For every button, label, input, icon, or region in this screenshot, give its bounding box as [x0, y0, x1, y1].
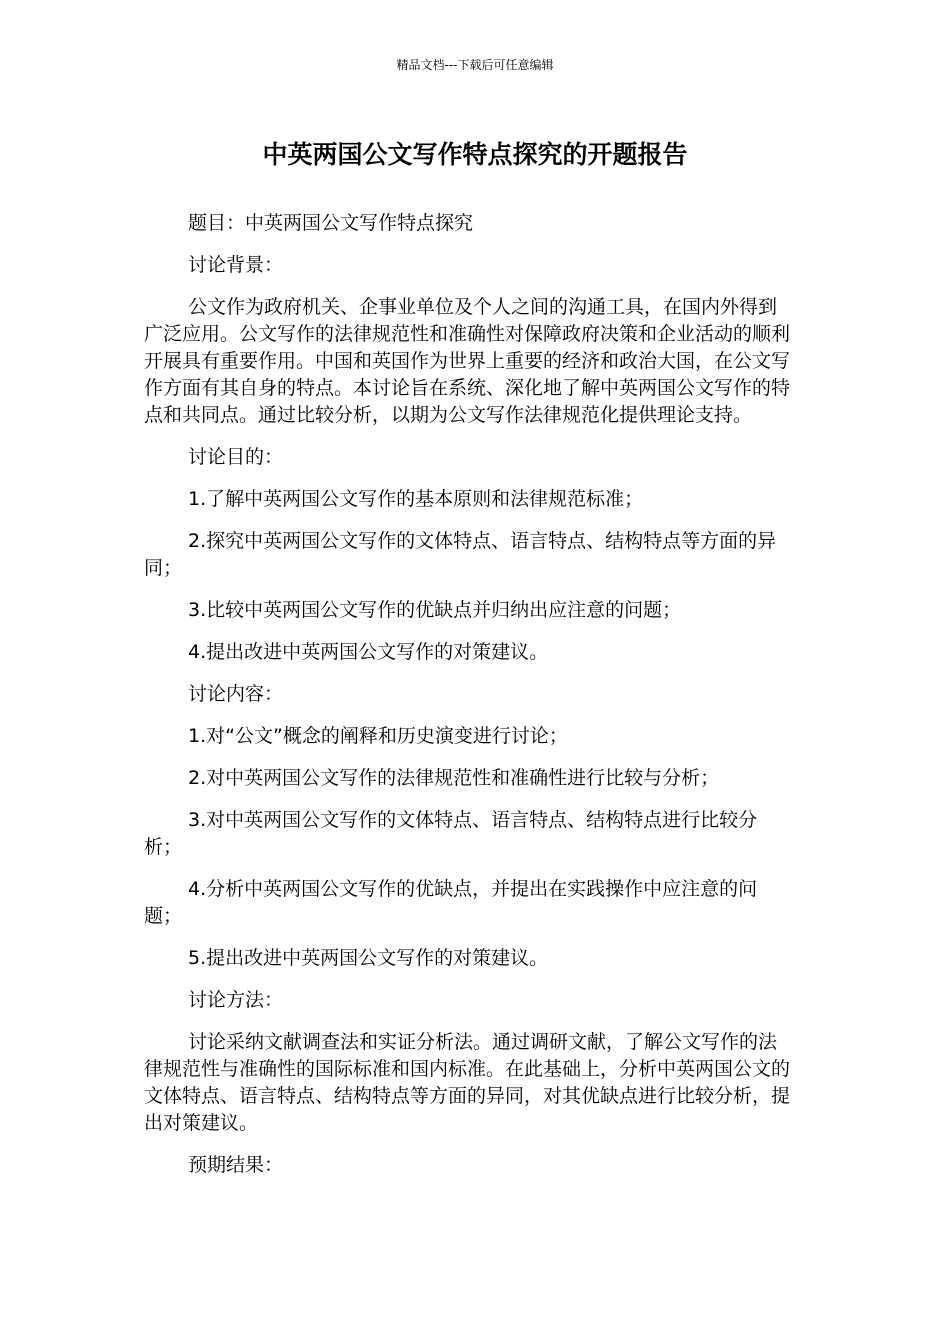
document-body: [144, 210, 790, 1194]
content-item-1: 1.对“公文”概念的阐释和历史演变进行讨论；: [188, 725, 568, 747]
content-item-4: 4.分析中英两国公文写作的优缺点，并提出在实践操作中应注意的问题；: [144, 878, 758, 927]
heading-purpose: 讨论目的：: [188, 446, 284, 468]
paragraph-method: 讨论采纳文献调查法和实证分析法。通过调研文献，了解公文写作的法律规范性与准确性的国际标准和国内标准。在此基础上，分析中英两国公文的文体特点、语言特点、结构特点等方面的异同，对其优缺点进行比较分析，提出对策建议。: [144, 1031, 791, 1134]
purpose-item-1: 1.了解中英两国公文写作的基本原则和法律规范标准；: [188, 488, 644, 510]
paragraph-background: 公文作为政府机关、企事业单位及个人之间的沟通工具，在国内外得到广泛应用。公文写作的法律规范性和准确性对保障政府决策和企业活动的顺利开展具有重要作用。中国和英国作为世界上重要的经济和政治大国，在公文写作方面有其自身的特点。本讨论旨在系统、深化地了解中英两国公文写作的特点和共同点。通过比较分析，以期为公文写作法律规范化提供理论支持。: [144, 296, 791, 426]
paragraph-topic: 题目：中英两国公文写作特点探究: [188, 212, 474, 234]
content-item-2: 2.对中英两国公文写作的法律规范性和准确性进行比较与分析；: [188, 767, 720, 789]
purpose-item-2: 2.探究中英两国公文写作的文体特点、语言特点、结构特点等方面的异同；: [144, 530, 777, 579]
heading-background: 讨论背景：: [188, 254, 284, 276]
heading-expected-results: 预期结果：: [188, 1154, 284, 1176]
header-note: 精品文档---下载后可任意编辑: [396, 58, 554, 72]
purpose-item-4: 4.提出改进中英两国公文写作的对策建议。: [188, 641, 549, 663]
document-title: 中英两国公文写作特点探究的开题报告: [262, 140, 688, 169]
heading-content: 讨论内容：: [188, 683, 284, 705]
purpose-item-3: 3.比较中英两国公文写作的优缺点并归纳出应注意的问题；: [188, 599, 682, 621]
heading-method: 讨论方法：: [188, 989, 284, 1011]
content-item-5: 5.提出改进中英两国公文写作的对策建议。: [188, 947, 549, 969]
content-item-3: 3.对中英两国公文写作的文体特点、语言特点、结构特点进行比较分析；: [144, 809, 758, 858]
